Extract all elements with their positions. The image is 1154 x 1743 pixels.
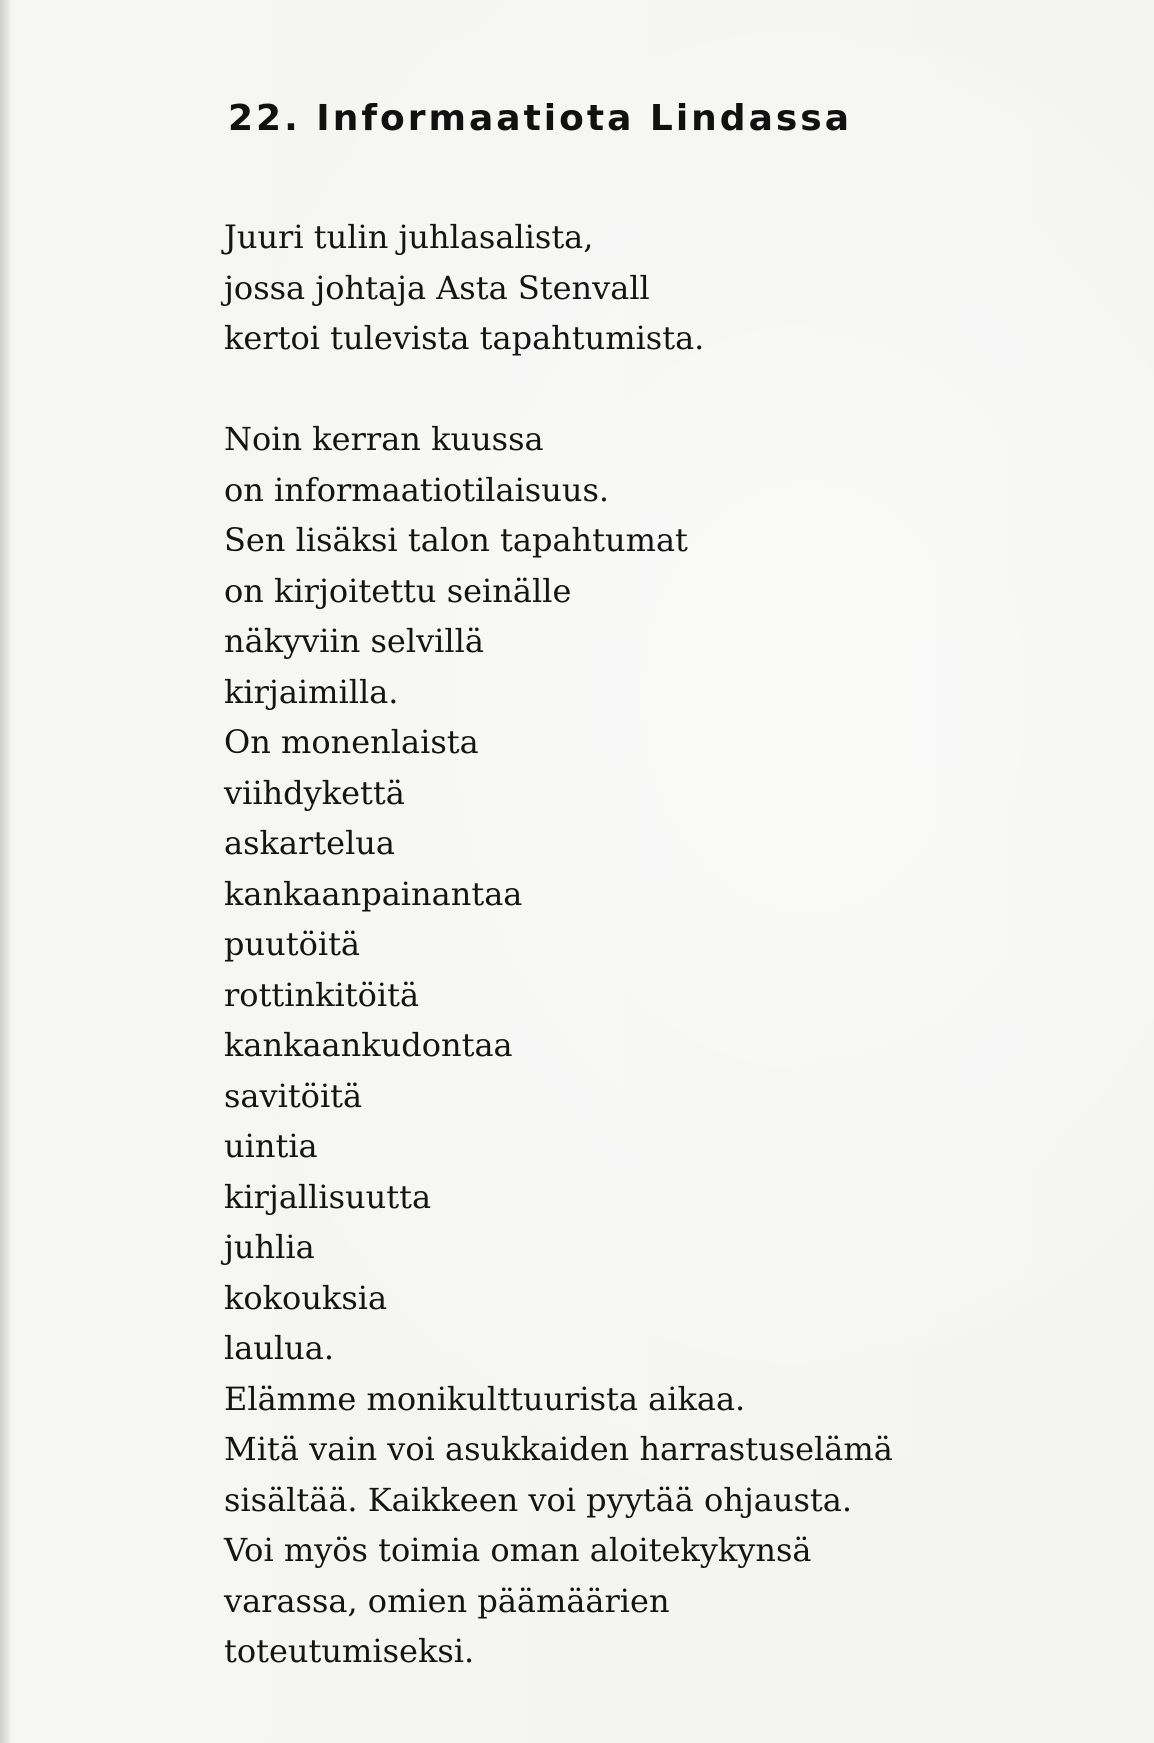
text-line: Sen lisäksi talon tapahtumat <box>224 521 688 559</box>
text-line: varassa, omien päämäärien <box>224 1581 670 1620</box>
text-line: juhlia <box>224 1228 315 1266</box>
text-line: kankaanpainantaa <box>224 874 523 913</box>
text-line: on informaatiotilaisuus. <box>224 470 610 509</box>
text-line: näkyviin selvillä <box>224 622 484 660</box>
text-line: toteutumiseksi. <box>224 1632 475 1670</box>
text-line: savitöitä <box>224 1076 363 1115</box>
text-line: kankaankudontaa <box>224 1026 513 1064</box>
text-line: kertoi tulevista tapahtumista. <box>224 319 705 357</box>
text-line: sisältää. Kaikkeen voi pyytää ohjausta. <box>224 1480 852 1519</box>
text-line: Mitä vain voi asukkaiden harrastuselämä <box>224 1430 893 1468</box>
text-line: kirjallisuutta <box>224 1177 432 1216</box>
text-line: laulua. <box>224 1329 335 1367</box>
chapter-heading: 22. Informaatiota Lindassa <box>228 98 853 139</box>
text-line: askartelua <box>224 824 395 862</box>
text-line: Voi myös toimia oman aloitekykynsä <box>224 1531 812 1569</box>
text-line: Juuri tulin juhlasalista, <box>224 218 594 256</box>
chapter-body <box>224 212 893 1677</box>
text-line: rottinkitöitä <box>224 975 420 1014</box>
text-line: viihdykettä <box>224 773 405 812</box>
text-line: Noin kerran kuussa <box>224 420 544 458</box>
text-line: uintia <box>224 1127 318 1165</box>
text-line: On monenlaista <box>224 723 479 761</box>
text-line: jossa johtaja Asta Stenvall <box>224 268 650 307</box>
text-line: on kirjoitettu seinälle <box>224 571 572 610</box>
text-line: puutöitä <box>224 925 360 963</box>
text-line: kirjaimilla. <box>224 672 399 711</box>
page-binding-edge <box>0 0 10 1743</box>
text-line: Elämme monikulttuurista aikaa. <box>224 1379 746 1418</box>
text-line: kokouksia <box>224 1278 388 1317</box>
paragraph-gap <box>224 364 893 415</box>
